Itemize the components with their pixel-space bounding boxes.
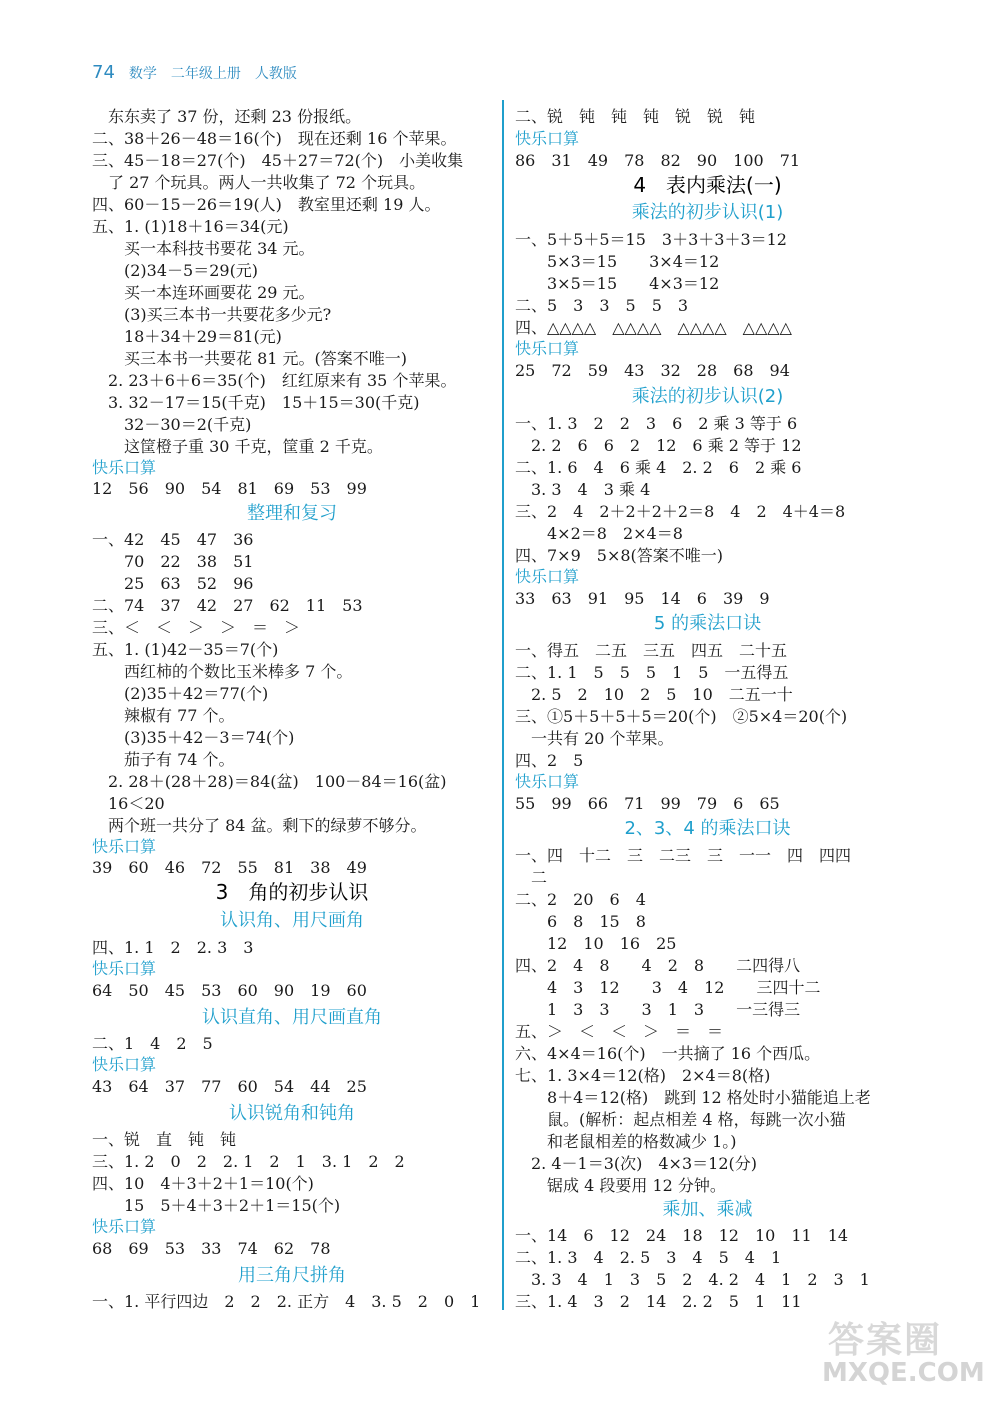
answer-line: 12 56 90 54 81 69 53 99 — [92, 479, 367, 498]
answer-line: 一、四 十二 三 二三 三 一一 四 四四 — [515, 846, 852, 865]
answer-line: 七、1. 3×4＝12(格) 2×4＝8(格) — [515, 1066, 771, 1085]
answer-line: 二、1. 1 5 5 5 1 5 一五得五 — [515, 663, 789, 682]
answer-line: (2)34－5＝29(元) — [92, 261, 259, 280]
watermark-url: MXQE.COM — [822, 1358, 985, 1388]
quick-calc-label: 快乐口算 — [515, 339, 580, 358]
section-heading: 2、3、4 的乘法口诀 — [624, 818, 791, 839]
section-heading: 认识角、用尺画角 — [220, 910, 364, 931]
answer-line: 68 69 53 33 74 62 78 — [92, 1239, 331, 1258]
quick-calc-label: 快乐口算 — [92, 458, 157, 477]
answer-line: 和老鼠相差的格数减少 1。) — [515, 1132, 737, 1151]
answer-line: 39 60 46 72 55 81 38 49 — [92, 858, 367, 877]
answer-line: 二、5 3 3 5 5 3 — [515, 296, 689, 315]
answer-line: 鼠。(解析：起点相差 4 格，每跳一次小猫 — [515, 1110, 846, 1129]
answer-line: 55 99 66 71 99 79 6 65 — [515, 794, 780, 813]
answer-line: 三、2 4 2＋2＋2＋2＝8 4 2 4＋4＝8 — [515, 502, 846, 521]
answer-line: 2. 28＋(28＋28)＝84(盆) 100－84＝16(盆) — [92, 772, 447, 791]
answer-line: 四、1. 1 2 2. 3 3 — [92, 938, 254, 957]
answer-line: 了 27 个玩具。两人一共收集了 72 个玩具。 — [92, 173, 426, 192]
section-heading: 乘法的初步认识(2) — [631, 386, 784, 407]
answer-line: 三、1. 2 0 2 2. 1 2 1 3. 1 2 2 — [92, 1152, 405, 1171]
answer-line: 六、4×4＝16(个) 一共摘了 16 个西瓜。 — [515, 1044, 821, 1063]
quick-calc-label: 快乐口算 — [515, 129, 580, 148]
answer-line: 一、1. 3 2 2 3 6 2 乘 3 等于 6 — [515, 414, 798, 433]
answer-line: 25 63 52 96 — [92, 574, 254, 593]
answer-line: 2. 4－1＝3(次) 4×3＝12(分) — [515, 1154, 757, 1173]
answer-line: 2. 23＋6＋6＝35(个) 红红原来有 35 个苹果。 — [92, 371, 457, 390]
answer-line: 东东卖了 37 份，还剩 23 份报纸。 — [92, 107, 362, 126]
answer-line: 二、74 37 42 27 62 11 53 — [92, 596, 363, 615]
answer-line: 二、2 20 6 4 — [515, 890, 646, 909]
answer-line: 4×2＝8 2×4＝8 — [515, 524, 683, 543]
answer-line: 四、7×9 5×8(答案不唯一) — [515, 546, 724, 565]
answer-line: 15 5＋4＋3＋2＋1＝15(个) — [92, 1196, 341, 1215]
answer-line: 25 72 59 43 32 28 68 94 — [515, 361, 790, 380]
answer-line: 3×5＝15 4×3＝12 — [515, 274, 720, 293]
section-heading: 乘法的初步认识(1) — [631, 202, 784, 223]
answer-line: 三、①5＋5＋5＋5＝20(个) ②5×4＝20(个) — [515, 707, 848, 726]
section-heading: 乘加、乘减 — [662, 1199, 753, 1220]
answer-line: (3)35＋42－3＝74(个) — [92, 728, 295, 747]
answer-line: 43 64 37 77 60 54 44 25 — [92, 1077, 367, 1096]
answer-line: 一、1. 平行四边 2 2 2. 正方 4 3. 5 2 0 1 — [92, 1292, 481, 1311]
answer-line: 70 22 38 51 — [92, 552, 254, 571]
answer-line: 32－30＝2(千克) — [92, 415, 252, 434]
quick-calc-label: 快乐口算 — [92, 837, 157, 856]
column-divider — [502, 100, 504, 1310]
answer-line: 三、1. 4 3 2 14 2. 2 5 1 11 — [515, 1292, 802, 1311]
answer-line: 8＋4＝12(格) 跳到 12 格处时小猫能追上老 — [515, 1088, 871, 1107]
answer-line: 三、45－18＝27(个) 45＋27＝72(个) 小美收集 — [92, 151, 464, 170]
quick-calc-label: 快乐口算 — [92, 1217, 157, 1236]
answer-line: 五、＞ ＜ ＜ ＞ ＝ ＝ — [515, 1022, 724, 1041]
answer-line: 四、2 5 — [515, 751, 584, 770]
answer-line: 五、1. (1)18＋16＝34(元) — [92, 217, 289, 236]
answer-line: 这筐橙子重 30 千克，筐重 2 千克。 — [92, 437, 383, 456]
answer-line: 四、△△△△ △△△△ △△△△ △△△△ — [515, 318, 792, 337]
answer-line: 西红柿的个数比玉米棒多 7 个。 — [92, 662, 353, 681]
section-heading: 认识锐角和钝角 — [229, 1103, 355, 1124]
book-title: 数学 二年级上册 人教版 — [128, 66, 297, 82]
answer-line: 6 8 15 8 — [515, 912, 646, 931]
page-number: 74 — [92, 62, 115, 83]
answer-line: 一、42 45 47 36 — [92, 530, 254, 549]
answer-line: 买一本连环画要花 29 元。 — [92, 283, 315, 302]
answer-line: 3. 3 4 1 3 5 2 4. 2 4 1 2 3 1 — [515, 1270, 870, 1289]
answer-line: 3. 3 4 3 乘 4 — [515, 480, 651, 499]
answer-line: 三、＜ ＜ ＞ ＞ ＝ ＞ — [92, 618, 301, 637]
chapter-heading: 4 表内乘法(一) — [633, 173, 782, 197]
answer-line: 锯成 4 段要用 12 分钟。 — [515, 1176, 726, 1195]
answer-line: 一、14 6 12 24 18 12 10 11 14 — [515, 1226, 849, 1245]
section-heading: 用三角尺拼角 — [238, 1265, 346, 1286]
answer-line: 12 10 16 25 — [515, 934, 677, 953]
section-heading: 认识直角、用尺画直角 — [202, 1007, 382, 1028]
watermark-text: 答案圈 — [828, 1320, 943, 1361]
answer-line: 四、10 4＋3＋2＋1＝10(个) — [92, 1174, 314, 1193]
answer-line: 二、38＋26－48＝16(个) 现在还剩 16 个苹果。 — [92, 129, 457, 148]
answer-line: (2)35＋42＝77(个) — [92, 684, 269, 703]
answer-line: 买一本科技书要花 34 元。 — [92, 239, 315, 258]
answer-line: 86 31 49 78 82 90 100 71 — [515, 151, 801, 170]
answer-line: 二、1 4 2 5 — [92, 1034, 213, 1053]
quick-calc-label: 快乐口算 — [515, 567, 580, 586]
quick-calc-label: 快乐口算 — [515, 772, 580, 791]
answer-line: 茄子有 74 个。 — [92, 750, 235, 769]
answer-line: 一、5＋5＋5＝15 3＋3＋3＋3＝12 — [515, 230, 787, 249]
answer-line: 五、1. (1)42－35＝7(个) — [92, 640, 279, 659]
answer-line: 16＜20 — [92, 794, 165, 813]
page-header — [92, 62, 297, 90]
section-heading: 整理和复习 — [247, 503, 337, 524]
answer-line: 18＋34＋29＝81(元) — [92, 327, 282, 346]
quick-calc-label: 快乐口算 — [92, 1055, 157, 1074]
answer-line: 二、1. 3 4 2. 5 3 4 5 4 1 — [515, 1248, 782, 1267]
answer-line: 两个班一共分了 84 盆。剩下的绿萝不够分。 — [92, 816, 427, 835]
answer-line: (3)买三本书一共要花多少元? — [92, 305, 332, 324]
section-heading: 5 的乘法口诀 — [653, 613, 762, 634]
answer-line: 3. 32－17＝15(千克) 15＋15＝30(千克) — [92, 393, 420, 412]
answer-line: 辣椒有 77 个。 — [92, 706, 235, 725]
chapter-heading: 3 角的初步认识 — [215, 880, 369, 904]
answer-line: 一、锐 直 钝 钝 — [92, 1130, 237, 1149]
answer-line: 四、2 4 8 4 2 8 二四得八 — [515, 956, 801, 975]
answer-line: 一、得五 二五 三五 四五 二十五 — [515, 641, 788, 660]
answer-line: 二、1. 6 4 6 乘 4 2. 2 6 2 乘 6 — [515, 458, 802, 477]
answer-line: 1 3 3 3 1 3 一三得三 — [515, 1000, 801, 1019]
answer-line: 64 50 45 53 60 90 19 60 — [92, 981, 367, 1000]
answer-line: 四、60－15－26＝19(人) 教室里还剩 19 人。 — [92, 195, 441, 214]
answer-line: 33 63 91 95 14 6 39 9 — [515, 589, 770, 608]
answer-line: 2. 5 2 10 2 5 10 二五一十 — [515, 685, 793, 704]
watermark-logo — [820, 1312, 992, 1398]
quick-calc-label: 快乐口算 — [92, 959, 157, 978]
answer-line: 4 3 12 3 4 12 三四十二 — [515, 978, 821, 997]
answer-line: 买三本书一共要花 81 元。(答案不唯一) — [92, 349, 408, 368]
answer-line: 5×3＝15 3×4＝12 — [515, 252, 720, 271]
answer-line: 二、锐 钝 钝 钝 锐 锐 钝 — [515, 107, 756, 126]
answer-line: 二 — [515, 868, 548, 887]
answer-line: 2. 2 6 6 2 12 6 乘 2 等于 12 — [515, 436, 802, 455]
answer-line: 一共有 20 个苹果。 — [515, 729, 674, 748]
